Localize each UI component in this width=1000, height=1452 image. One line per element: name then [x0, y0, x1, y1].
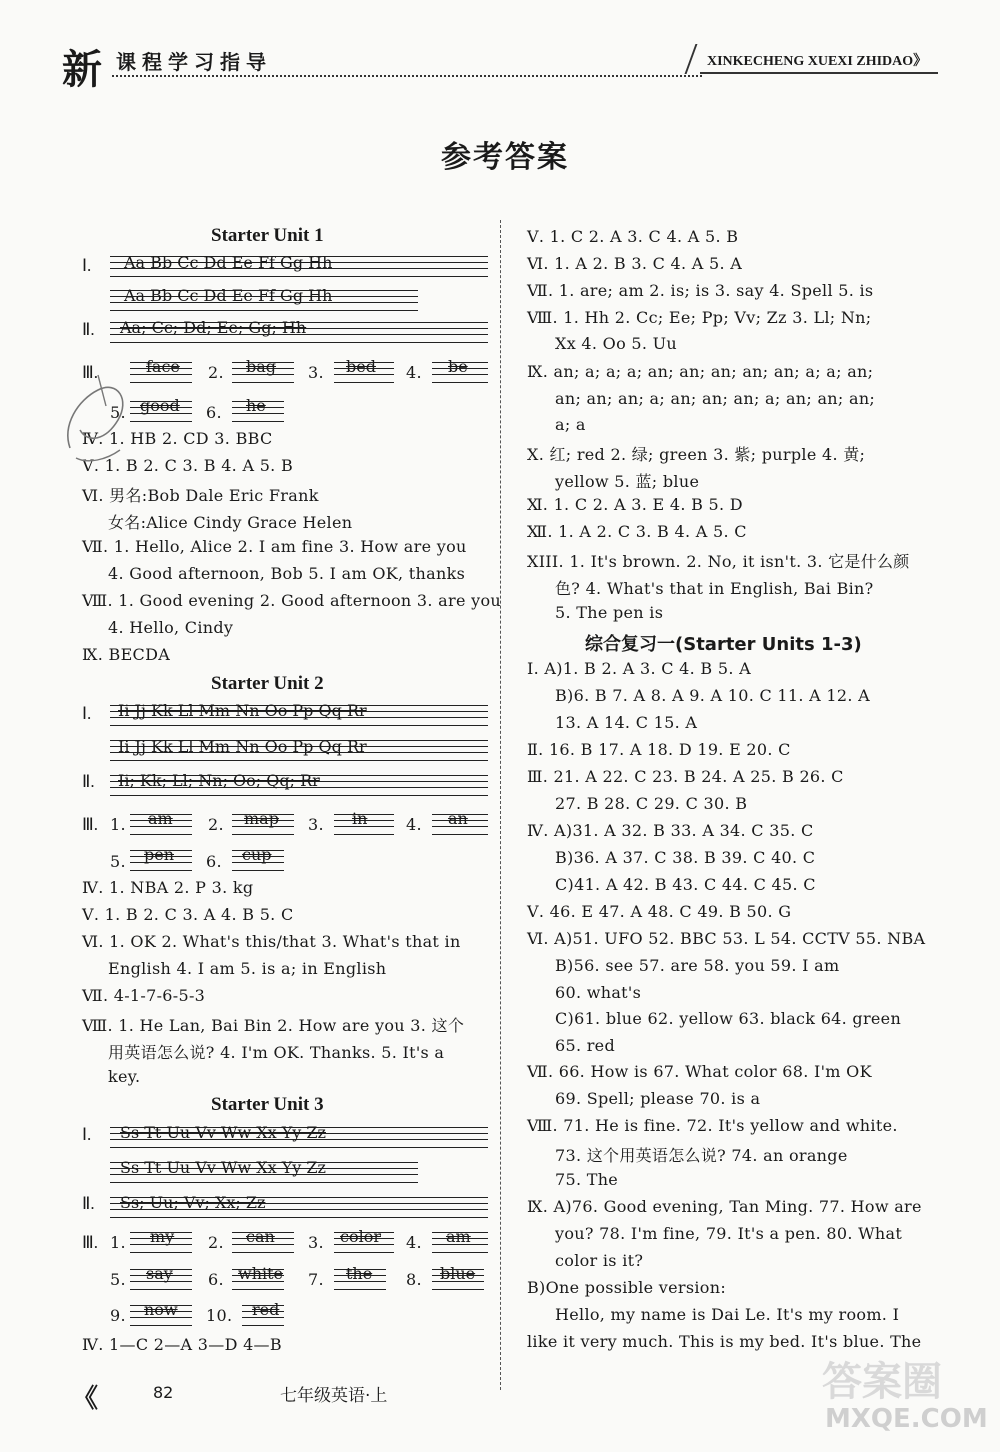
- unit1-title: Starter Unit 1: [211, 225, 324, 246]
- right-line-5: Xx 4. Oo 5. Uu: [555, 334, 678, 353]
- unit3-section-I: Ⅰ.: [82, 1125, 92, 1144]
- right-line-10: yellow 5. 蓝; blue: [555, 472, 700, 491]
- right-line-27: B)56. see 57. are 58. you 59. I am: [555, 956, 840, 975]
- unit2-II-answer: Ii; Kk; Ll; Nn; Oo; Qq; Rr: [118, 771, 320, 790]
- column-divider: [500, 220, 501, 1390]
- unit1-num-3: 3.: [308, 363, 324, 382]
- unit1-VIII-b: 4. Hello, Cindy: [108, 618, 234, 637]
- unit1-VII-b: 4. Good afternoon, Bob 5. I am OK, thanks: [108, 564, 466, 583]
- unit2-III-w4: an: [448, 809, 468, 828]
- unit3-III-w2: can: [246, 1227, 275, 1246]
- right-line-29: C)61. blue 62. yellow 63. black 64. green: [555, 1009, 902, 1028]
- unit2-III-w5: pen: [144, 845, 175, 864]
- unit3-num-3: 3.: [308, 1233, 324, 1252]
- right-line-36: Ⅸ. A)76. Good evening, Tan Ming. 77. How are: [527, 1197, 922, 1216]
- unit2-num-6: 6.: [206, 852, 222, 871]
- unit2-VI-a: Ⅵ. 1. OK 2. What's this/that 3. What's that in: [82, 932, 461, 951]
- right-line-20: Ⅲ. 21. A 22. C 23. B 24. A 25. B 26. C: [527, 767, 844, 786]
- right-line-14: 色? 4. What's that in English, Bai Bin?: [555, 579, 874, 598]
- review-title: 综合复习一(Starter Units 1-3): [585, 634, 862, 655]
- unit2-I-line-a: Ii Jj Kk Ll Mm Nn Oo Pp Qq Rr: [118, 701, 367, 720]
- page-number: 82: [153, 1383, 174, 1402]
- right-line-40: Hello, my name is Dai Le. It's my room. I: [555, 1305, 900, 1324]
- right-line-23: B)36. A 37. C 38. B 39. C 40. C: [555, 848, 816, 867]
- unit3-III-w6: white: [238, 1264, 284, 1283]
- unit1-VII-a: Ⅶ. 1. Hello, Alice 2. I am fine 3. How are you: [82, 537, 467, 556]
- header-title: 课程学习指导: [116, 50, 272, 74]
- right-line-37: you? 78. I'm fine, 79. It's a pen. 80. What: [555, 1224, 903, 1243]
- pencil-scribble-icon: [58, 370, 148, 480]
- unit1-II-answer: Aa; Cc; Dd; Ee; Gg; Hh: [120, 318, 307, 337]
- right-line-17: B)6. B 7. A 8. A 9. A 10. C 11. A 12. A: [555, 686, 870, 705]
- right-line-39: B)One possible version:: [527, 1278, 727, 1297]
- right-line-30: 65. red: [555, 1036, 615, 1055]
- unit3-III-w3: color: [340, 1227, 381, 1246]
- unit2-section-I: Ⅰ.: [82, 704, 92, 723]
- unit3-num-4: 4.: [406, 1233, 422, 1252]
- unit2-III-w6: cup: [242, 845, 272, 864]
- unit1-num-4: 4.: [406, 363, 422, 382]
- right-line-33: Ⅷ. 71. He is fine. 72. It's yellow and white.: [527, 1116, 898, 1135]
- unit3-III-w7: the: [346, 1264, 373, 1283]
- unit3-IV: Ⅳ. 1—C 2—A 3—D 4—B: [82, 1335, 282, 1354]
- unit1-III-w5: good: [140, 396, 180, 415]
- right-line-26: Ⅵ. A)51. UFO 52. BBC 53. L 54. CCTV 55. NBA: [527, 929, 926, 948]
- unit3-III-w4: am: [446, 1227, 471, 1246]
- unit1-III-w3: bed: [346, 357, 376, 376]
- right-line-32: 69. Spell; please 70. is a: [555, 1089, 761, 1108]
- unit1-III-w1: face: [146, 357, 180, 376]
- unit1-VIII-a: Ⅷ. 1. Good evening 2. Good afternoon 3. are you: [82, 591, 501, 610]
- unit3-I-line-a: Ss Tt Uu Vv Ww Xx Yy Zz: [120, 1123, 326, 1142]
- right-line-18: 13. A 14. C 15. A: [555, 713, 698, 732]
- unit3-III-w1: my: [150, 1227, 175, 1246]
- unit2-VIII-c: key.: [108, 1067, 141, 1086]
- right-line-15: 5. The pen is: [555, 603, 664, 622]
- header-slant-rule: [685, 44, 698, 74]
- unit2-num-5: 5.: [110, 852, 126, 871]
- unit2-VIII-a: Ⅷ. 1. He Lan, Bai Bin 2. How are you 3. 这个: [82, 1016, 465, 1035]
- unit2-VI-b: English 4. I am 5. is a; in English: [108, 959, 387, 978]
- right-line-34: 73. 这个用英语怎么说? 74. an orange: [555, 1146, 848, 1165]
- header-solid-rule: [700, 72, 938, 74]
- unit1-section-II: Ⅱ.: [82, 320, 95, 339]
- unit3-I-line-b: Ss Tt Uu Vv Ww Xx Yy Zz: [120, 1158, 326, 1177]
- unit1-I-line-a: Aa Bb Cc Dd Ee Ff Gg Hh: [124, 253, 333, 272]
- unit2-III-w2: map: [244, 809, 279, 828]
- header-pinyin: XINKECHENG XUEXI ZHIDAO》: [707, 54, 928, 69]
- unit1-num-6: 6.: [206, 403, 222, 422]
- unit3-section-III: Ⅲ.: [82, 1233, 98, 1252]
- unit1-III-w6: he: [246, 396, 266, 415]
- header-dotted-rule: [112, 75, 702, 77]
- right-line-25: Ⅴ. 46. E 47. A 48. C 49. B 50. G: [527, 902, 792, 921]
- right-line-6: Ⅸ. an; a; a; a; an; an; an; an; an; a; a; an;: [527, 362, 874, 381]
- unit2-section-III: Ⅲ.: [82, 815, 98, 834]
- unit1-VI-b: 女名:Alice Cindy Grace Helen: [108, 513, 353, 532]
- right-line-22: Ⅳ. A)31. A 32. B 33. A 34. C 35. C: [527, 821, 814, 840]
- right-line-4: Ⅷ. 1. Hh 2. Cc; Ee; Pp; Vv; Zz 3. Ll; Nn;: [527, 308, 872, 327]
- unit1-V: Ⅴ. 1. B 2. C 3. B 4. A 5. B: [82, 456, 293, 475]
- unit3-num-5: 5.: [110, 1270, 126, 1289]
- unit3-III-w9: now: [144, 1300, 178, 1319]
- right-line-12: Ⅻ. 1. A 2. C 3. B 4. A 5. C: [527, 522, 747, 541]
- unit2-III-w3: in: [352, 809, 368, 828]
- right-line-1: Ⅴ. 1. C 2. A 3. C 4. A 5. B: [527, 227, 739, 246]
- unit1-III-w2: bag: [246, 357, 277, 376]
- unit3-num-2: 2.: [208, 1233, 224, 1252]
- right-line-21: 27. B 28. C 29. C 30. B: [555, 794, 748, 813]
- right-line-38: color is it?: [555, 1251, 644, 1270]
- unit2-num-4: 4.: [406, 815, 422, 834]
- unit3-II-answer: Ss; Uu; Vv; Xx; Zz: [120, 1193, 266, 1212]
- unit3-section-II: Ⅱ.: [82, 1194, 95, 1213]
- header-logo: 新: [62, 47, 102, 93]
- unit3-num-7: 7.: [308, 1270, 324, 1289]
- right-line-19: Ⅱ. 16. B 17. A 18. D 19. E 20. C: [527, 740, 791, 759]
- watermark-url: MXQE.COM: [825, 1404, 988, 1434]
- unit3-III-w10: red: [252, 1300, 280, 1319]
- watermark-logo: 答案圈: [822, 1359, 942, 1405]
- unit1-I-line-b: Aa Bb Cc Dd Ee Ff Gg Hh: [124, 286, 333, 305]
- right-line-13: XIII. 1. It's brown. 2. No, it isn't. 3. 它是什么颜: [527, 552, 910, 571]
- right-line-3: Ⅶ. 1. are; am 2. is; is 3. say 4. Spell 5. is: [527, 281, 874, 300]
- unit2-num-2: 2.: [208, 815, 224, 834]
- unit2-I-line-b: Ii Jj Kk Ll Mm Nn Oo Pp Qq Rr: [118, 737, 367, 756]
- unit2-VII: Ⅶ. 4-1-7-6-5-3: [82, 986, 206, 1005]
- unit1-section-I: Ⅰ.: [82, 256, 92, 275]
- right-line-35: 75. The: [555, 1170, 619, 1189]
- right-line-31: Ⅶ. 66. How is 67. What color 68. I'm OK: [527, 1062, 872, 1081]
- unit3-title: Starter Unit 3: [211, 1094, 324, 1115]
- unit3-num-10: 10.: [206, 1306, 233, 1325]
- unit2-title: Starter Unit 2: [211, 673, 324, 694]
- right-line-24: C)41. A 42. B 43. C 44. C 45. C: [555, 875, 816, 894]
- unit1-III-w4: be: [448, 357, 468, 376]
- right-line-11: Ⅺ. 1. C 2. A 3. E 4. B 5. D: [527, 495, 743, 514]
- right-line-2: Ⅵ. 1. A 2. B 3. C 4. A 5. A: [527, 254, 743, 273]
- unit3-num-9: 9.: [110, 1306, 126, 1325]
- unit3-num-1: 1.: [110, 1233, 126, 1252]
- right-line-41: like it very much. This is my bed. It's blue. The: [527, 1332, 922, 1351]
- unit1-IV: Ⅳ. 1. HB 2. CD 3. BBC: [82, 429, 273, 448]
- page-title: 参考答案: [441, 140, 569, 175]
- unit2-V: Ⅴ. 1. B 2. C 3. A 4. B 5. C: [82, 905, 294, 924]
- unit2-III-w1: am: [148, 809, 173, 828]
- unit1-section-III: Ⅲ.: [82, 363, 98, 382]
- right-line-9: Ⅹ. 红; red 2. 绿; green 3. 紫; purple 4. 黄;: [527, 445, 866, 464]
- right-line-16: Ⅰ. A)1. B 2. A 3. C 4. B 5. A: [527, 659, 751, 678]
- book-name: 七年级英语·上: [280, 1386, 388, 1406]
- unit1-num-2: 2.: [208, 363, 224, 382]
- unit2-section-II: Ⅱ.: [82, 772, 95, 791]
- unit3-num-8: 8.: [406, 1270, 422, 1289]
- unit2-VIII-b: 用英语怎么说? 4. I'm OK. Thanks. 5. It's a: [108, 1043, 445, 1062]
- unit1-IX: Ⅸ. BECDA: [82, 645, 171, 664]
- unit2-num-1: 1.: [110, 815, 126, 834]
- unit1-num-5: 5.: [110, 403, 126, 422]
- unit1-VI-a: Ⅵ. 男名:Bob Dale Eric Frank: [82, 486, 319, 505]
- right-line-28: 60. what's: [555, 983, 642, 1002]
- unit3-num-6: 6.: [208, 1270, 224, 1289]
- unit2-IV: Ⅳ. 1. NBA 2. P 3. kg: [82, 878, 254, 897]
- unit3-III-w5: say: [146, 1264, 173, 1283]
- unit3-III-w8: blue: [440, 1264, 476, 1283]
- right-line-7: an; an; an; a; an; an; an; a; an; an; an;: [555, 389, 876, 408]
- right-line-8: a; a: [555, 415, 586, 434]
- unit2-num-3: 3.: [308, 815, 324, 834]
- footer-arrow-icon: 《: [72, 1384, 99, 1414]
